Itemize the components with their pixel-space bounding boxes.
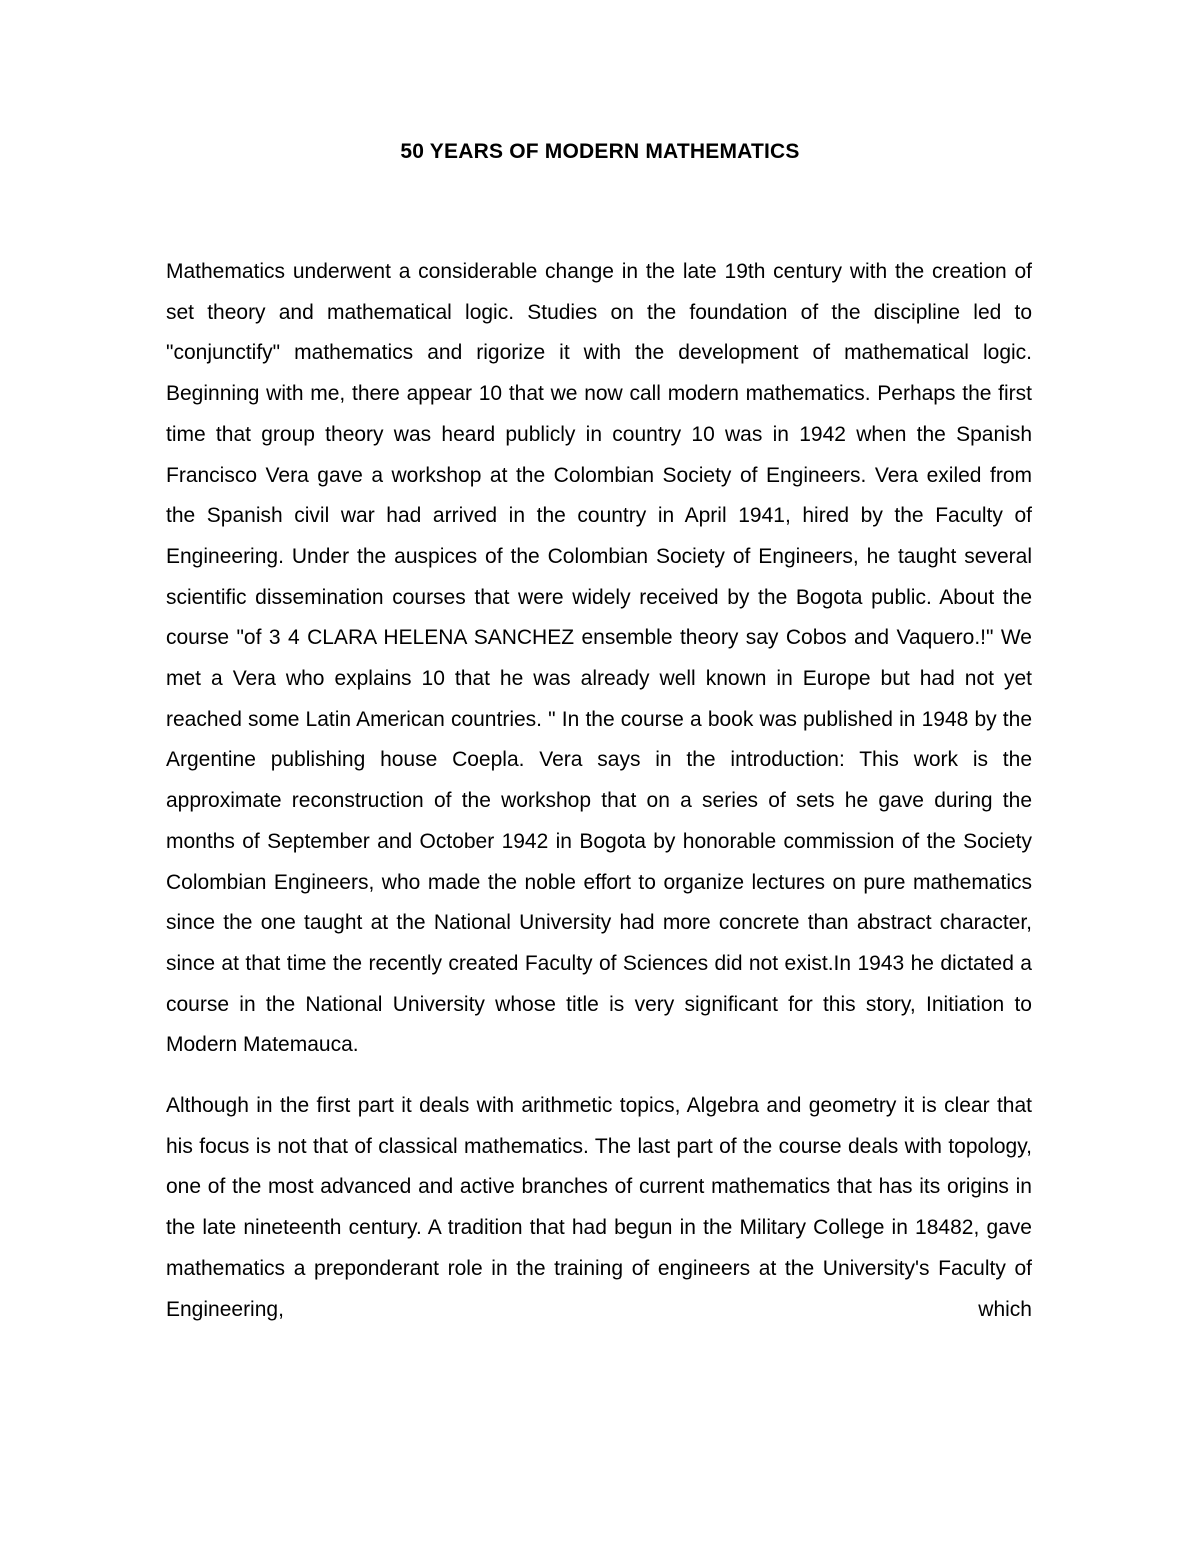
document-title: 50 YEARS OF MODERN MATHEMATICS <box>400 140 800 163</box>
document-body <box>166 252 1032 1330</box>
paragraph: Although in the first part it deals with arithmetic topics, Algebra and geometry it is clear that his focus is not that of classical mathematics. The last part of the course deals with topology, one of the most advanced and active branches of current mathematics that has its origins in the late nineteenth century. A tradition that had begun in the Military College in 18482, gave mathematics a preponderant role in the training of engineers at the University's Faculty of Engineering, which <box>166 1094 1032 1321</box>
paragraph: Mathematics underwent a considerable change in the late 19th century with the creation of set theory and mathematical logic. Studies on the foundation of the discipline led to "conjunctify" mathematics and rigorize it with the development of mathematical logic. Beginning with me, there appear 10 that we now call modern mathematics. Perhaps the first time that group theory was heard publicly in country 10 was in 1942 when the Spanish Francisco Vera gave a workshop at the Colombian Society of Engineers. Vera exiled from the Spanish civil war had arrived in the country in April 1941, hired by the Faculty of Engineering. Under the auspices of the Colombian Society of Engineers, he taught several scientific dissemination courses that were widely received by the Bogota public. About the course "of 3 4 CLARA HELENA SANCHEZ ensemble theory say Cobos and Vaquero.!" We met a Vera who explains 10 that he was already well known in Europe but had not yet reached some Latin American countries. " In the course a book was published in 1948 by the Argentine publishing house Coepla. Vera says in the introduction: This work is the approximate reconstruction of the workshop that on a series of sets he gave during the months of September and October 1942 in Bogota by honorable commission of the Society Colombian Engineers, who made the noble effort to organize lectures on pure mathematics since the one taught at the National University had more concrete than abstract character, since at that time the recently created Faculty of Sciences did not exist.In 1943 he dictated a course in the National University whose title is very significant for this story, Initiation to Modern Matemauca. <box>166 260 1032 1057</box>
